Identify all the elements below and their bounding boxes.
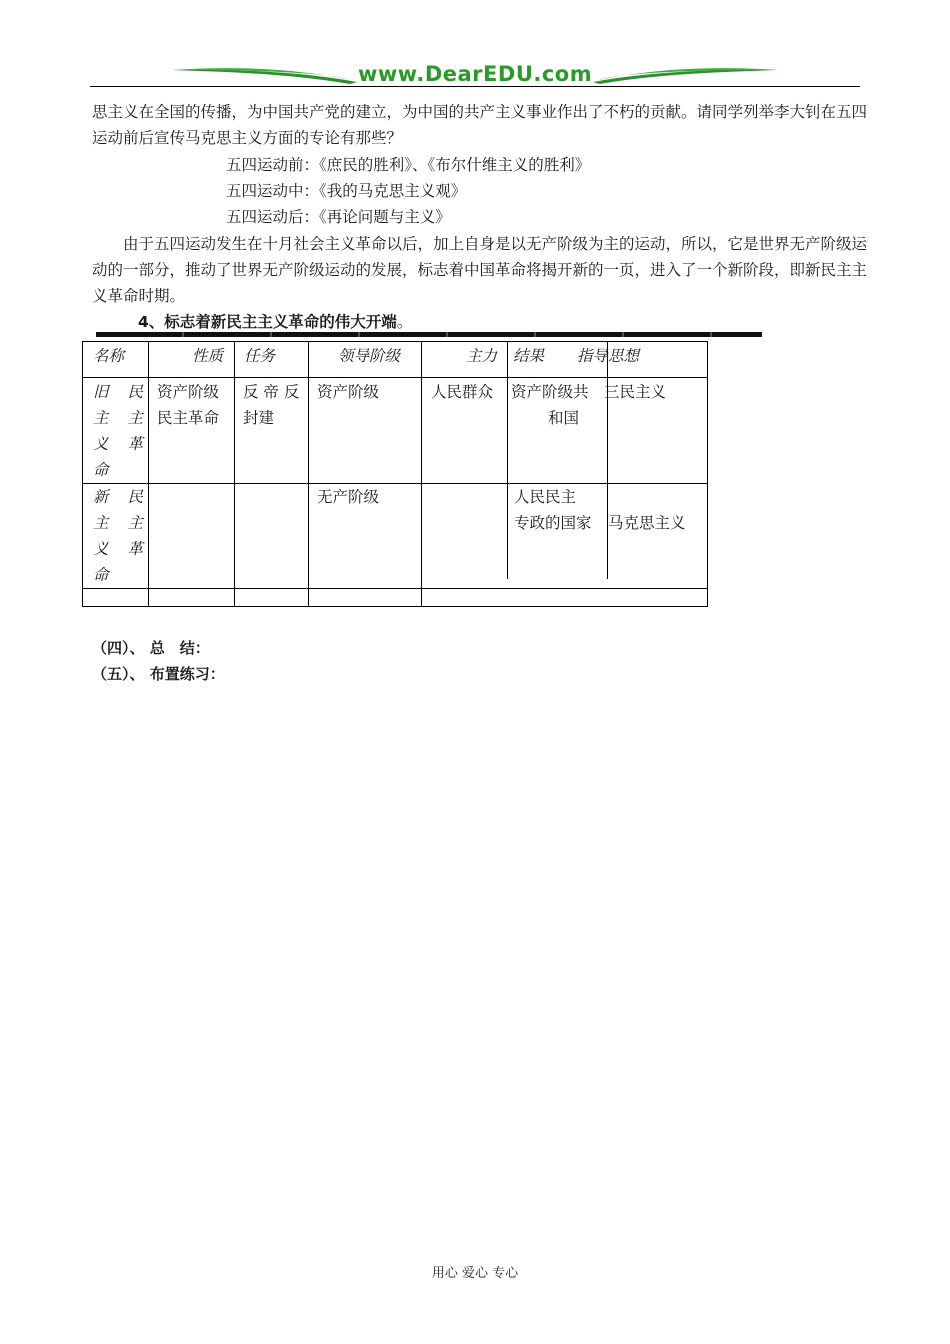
row-old-result: [511, 379, 607, 431]
cell-line: 人民民主: [514, 488, 577, 506]
cell-line: 资产阶级: [157, 383, 220, 401]
logo-text: www.DearEDU.com: [358, 62, 593, 86]
row-new-result: [514, 484, 592, 536]
closing-summary: （四）、 总 结：: [92, 639, 210, 657]
works-item-during: 五四运动中：《我的马克思主义观》: [226, 182, 467, 200]
header-guiding: 指导思想: [577, 347, 640, 365]
table-line: [82, 606, 708, 607]
name-char: 义: [93, 435, 109, 453]
name-char: 旧: [93, 383, 109, 401]
row-old-task: [243, 379, 299, 431]
summary-paragraph: 由于五四运动发生在十月社会主义革命以后，加上自身是以无产阶级为主的运动，所以，它是世界无产阶级运动的一部分，推动了世界无产阶级运动的发展，标志着中国革命将揭开新的一页，进入了一个新阶段，即新民主主义革命时期。: [92, 235, 868, 305]
header-task: 任务: [244, 347, 276, 365]
works-item-before: 五四运动前：《庶民的胜利》、《布尔什维主义的胜利》: [226, 156, 591, 174]
row-new-name: [93, 484, 143, 588]
header-name: 名称: [93, 347, 125, 365]
cell-line: 资产阶级共: [511, 383, 589, 401]
table-line: [82, 377, 708, 378]
table-line: [82, 483, 708, 484]
cell-line: 封建: [243, 409, 275, 427]
name-char: 革: [127, 435, 143, 453]
name-char: 民: [127, 383, 143, 401]
header-main-force: 主力: [466, 347, 498, 365]
cell-line: 专政的国家: [514, 514, 592, 532]
cell-line: 反 帝 反: [243, 383, 300, 401]
table-line: [607, 341, 608, 579]
table-line: [507, 341, 508, 579]
row-old-nature: [157, 379, 219, 431]
table-line: [421, 341, 422, 607]
table-line: [308, 341, 309, 607]
row-old-guiding: 三民主义: [604, 383, 667, 401]
row-new-guiding: 马克思主义: [608, 514, 686, 532]
name-char: 革: [127, 540, 143, 558]
table-line: [82, 341, 708, 342]
header-result: 结果: [513, 347, 545, 365]
name-char: 主: [93, 409, 109, 427]
name-char: 命: [93, 566, 109, 584]
row-old-name: [93, 379, 143, 483]
table-line: [707, 341, 708, 607]
name-char: 义: [93, 540, 109, 558]
row-old-leader: 资产阶级: [317, 383, 380, 401]
works-item-after: 五四运动后：《再论问题与主义》: [226, 208, 451, 226]
header-nature: 性质: [192, 347, 224, 365]
table-line: [234, 341, 235, 607]
name-char: 主: [127, 409, 143, 427]
row-old-main-force: 人民群众: [431, 383, 494, 401]
name-char: 主: [127, 514, 143, 532]
name-char: 新: [93, 488, 109, 506]
intro-paragraph: 思主义在全国的传播，为中国共产党的建立，为中国的共产主义事业作出了不朽的贡献。请同学列举李大钊在五四运动前后宣传马克思主义方面的专论有那些？: [92, 103, 868, 147]
section-heading-period: 。: [396, 313, 413, 331]
section-heading-text: 4、标志着新民主主义革命的伟大开端: [138, 313, 397, 331]
table-line: [82, 588, 708, 589]
closing-homework: （五）、 布置练习：: [92, 665, 225, 683]
header-leader: 领导阶级: [338, 347, 401, 365]
table-line: [148, 341, 149, 607]
row-new-leader: 无产阶级: [317, 488, 380, 506]
name-char: 民: [127, 488, 143, 506]
table-line: [82, 341, 83, 607]
cell-line: 民主革命: [157, 409, 220, 427]
name-char: 主: [93, 514, 109, 532]
cell-line: 和国: [548, 409, 580, 427]
page-footer: 用心 爱心 专心: [431, 1266, 519, 1281]
name-char: 命: [93, 461, 109, 479]
